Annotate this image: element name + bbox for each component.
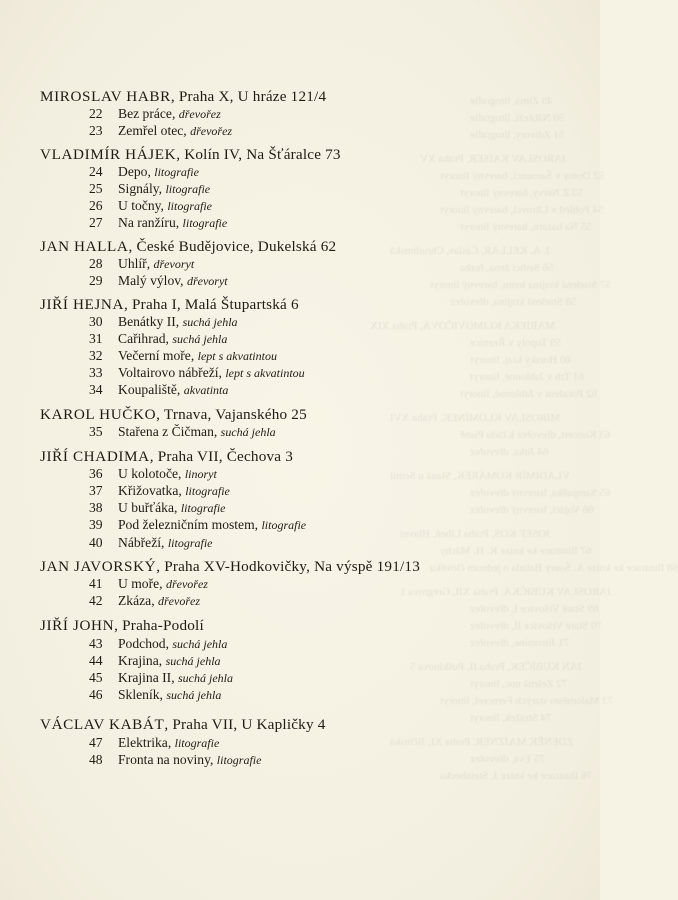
- artist-heading: [40, 88, 326, 105]
- work-title-line: [118, 272, 228, 290]
- work-number: 32: [89, 348, 103, 363]
- work-number: 46: [89, 687, 103, 702]
- work-title-line: [118, 163, 199, 181]
- work-number: 40: [89, 535, 103, 550]
- work-title: Cařihrad,: [118, 331, 173, 346]
- work-title: U buřťáka,: [118, 500, 181, 515]
- artist-name: JAN JAVORSKÝ: [40, 558, 157, 575]
- work-title: Koupaliště,: [118, 382, 184, 397]
- work-title: Krajina II,: [118, 670, 179, 685]
- work-title: Voltairovo nábřeží,: [118, 365, 226, 380]
- work-technique: litografie: [154, 165, 199, 179]
- work-technique: suchá jehla: [178, 671, 234, 685]
- work-number: 24: [89, 164, 103, 179]
- work-number: 34: [89, 382, 103, 397]
- work-title: U kolotoče,: [118, 466, 185, 481]
- work-title: Pod železničním mostem,: [118, 517, 262, 532]
- work-number: 41: [89, 576, 103, 591]
- work-number: 38: [89, 500, 103, 515]
- work-technique: litografie: [167, 536, 213, 550]
- work-number: 22: [89, 106, 103, 121]
- work-technique: dřevořez: [158, 594, 200, 608]
- work-number: 43: [89, 636, 103, 651]
- work-title-line: [118, 255, 194, 273]
- work-title-line: [118, 575, 208, 593]
- artist-name: JIŘÍ HEJNA: [40, 296, 125, 313]
- work-title-line: [118, 499, 225, 517]
- artist-name: KAROL HUČKO: [40, 406, 157, 423]
- work-technique: litografie: [165, 182, 211, 196]
- work-title: Křižovatka,: [118, 483, 186, 498]
- work-number: 35: [89, 424, 103, 439]
- work-title-line: [118, 734, 219, 752]
- work-title: Depo,: [118, 164, 155, 179]
- work-title: Elektrika,: [118, 735, 175, 750]
- work-title-line: [118, 180, 210, 198]
- work-number: 44: [89, 653, 103, 668]
- artist-address: , Praha-Podolí: [114, 617, 204, 634]
- work-technique: suchá jehla: [166, 688, 222, 702]
- work-technique: dřevoryt: [153, 257, 195, 271]
- artist-heading: [40, 406, 307, 423]
- work-title: Nábřeží,: [118, 535, 168, 550]
- work-title-line: [118, 652, 221, 670]
- work-technique: akvatinta: [183, 383, 229, 397]
- work-number: 30: [89, 314, 103, 329]
- artist-heading: [40, 716, 326, 733]
- artist-address: , Praha VII, Čechova 3: [149, 448, 294, 465]
- artist-address: , Praha XV-Hodkovičky, Na výspě 191/13: [156, 558, 421, 575]
- work-title-line: [118, 381, 228, 399]
- work-technique: suchá jehla: [172, 332, 228, 346]
- work-technique: litografie: [180, 501, 226, 515]
- work-title: Na ranžíru,: [118, 215, 183, 230]
- artist-name: JAN HALLA: [40, 238, 129, 255]
- work-number: 28: [89, 256, 103, 271]
- work-technique: suchá jehla: [165, 654, 221, 668]
- work-number: 25: [89, 181, 103, 196]
- work-number: 33: [89, 365, 103, 380]
- work-title-line: [118, 482, 230, 500]
- work-technique: litografie: [185, 484, 230, 498]
- work-title-line: [118, 122, 232, 140]
- artist-name: MIROSLAV HABR: [40, 88, 171, 105]
- artist-address: , Trnava, Vajanského 25: [156, 406, 307, 423]
- work-number: 31: [89, 331, 103, 346]
- work-technique: litografie: [261, 518, 307, 532]
- work-title-line: [118, 197, 212, 215]
- artist-address: , Praha X, U hráze 121/4: [170, 88, 327, 105]
- work-technique: dřevoryt: [186, 274, 228, 288]
- work-number: 26: [89, 198, 103, 213]
- work-title-line: [118, 330, 227, 348]
- work-title: Fronta na noviny,: [118, 752, 217, 767]
- work-title: Uhlíř,: [118, 256, 154, 271]
- work-number: 42: [89, 593, 103, 608]
- work-title-line: [118, 686, 221, 704]
- work-title-line: [118, 465, 217, 483]
- work-title: Krajina,: [118, 653, 166, 668]
- work-title: U moře,: [118, 576, 166, 591]
- work-title: Stařena z Čičman,: [118, 424, 221, 439]
- work-title-line: [118, 214, 227, 232]
- work-title-line: [118, 313, 238, 331]
- work-technique: suchá jehla: [220, 425, 276, 439]
- work-title-line: [118, 105, 221, 123]
- artist-name: JIŘÍ JOHN: [40, 617, 115, 634]
- artist-heading: [40, 238, 336, 255]
- work-title-line: [118, 669, 233, 687]
- work-technique: litografie: [174, 736, 220, 750]
- work-number: 47: [89, 735, 103, 750]
- work-technique: dřevořez: [178, 107, 221, 121]
- work-number: 29: [89, 273, 103, 288]
- work-number: 48: [89, 752, 103, 767]
- work-title-line: [118, 751, 261, 769]
- work-technique: litografie: [182, 216, 228, 230]
- work-title-line: [118, 592, 200, 610]
- work-technique: litografie: [167, 199, 213, 213]
- work-title: Zkáza,: [118, 593, 158, 608]
- work-title: Benátky II,: [118, 314, 183, 329]
- work-technique: dřevořez: [190, 124, 233, 138]
- work-technique: litografie: [216, 753, 262, 767]
- work-title: Bez práce,: [118, 106, 179, 121]
- artist-address: , České Budějovice, Dukelská 62: [128, 238, 337, 255]
- work-technique: lept s akvatintou: [225, 366, 305, 380]
- work-title: U točny,: [118, 198, 168, 213]
- work-title-line: [118, 516, 306, 534]
- artist-heading: [40, 617, 204, 634]
- work-number: 23: [89, 123, 103, 138]
- artist-heading: [40, 146, 341, 163]
- bleed-through-text: 49 Zima, litografie 50 Nábřeží, litografie 51 Zdivory, litografie JAROSLAV KAISER, Praha XV 52 Domy v Šarounci, barevný linoryt 53 Z Nervy, barevný linoryt 54 Pohled v Litrovci, barevný linoryt 55 Na bazaru, barevný linoryt J. A. KELLAR, Čáslav, Chrudimská 56 Sedící žena, řezba 57 Studená krajina lomu, barevný linoryt 58 Studená krajina, dřevořez MARIEKA KLIMOVIČOVÁ, Praha XIX 59 Topoly v Řezníce 60 Horský kraj, linoryt 61 Trh v Jablonné, linoryt 62 Poražení v Jablonné, linoryt MIROSLAV KLOMÍNEK, Praha XVI 63 Koncert, dřevořez k řádu Písně 64 Jitka, dřevořez VLADIMÍR KOMÁREK, Slaná u Semil 65 Sampaška, barevný dřevořez 66 Vojáci, barevný dřevořez JOSEF KOS, Praha Libeň, Hlavní 67 Ilustrace ke knize K. H. Máchy 68 Ilustrace ke knize A. Šoury Balada o jednom člověku JAROSLAV KUBIČKA, Praha XII, Grégrova 1 69 Staré Vršovice I, dřevořez 70 Staré Vršovice II, dřevořez 71 Jitromine, dřevořez JAN KUBÍČEK, Praha II, Puškinova 5 72 Zelená noc, linoryt 73 Maloměsto starých Fernceel, linoryt 74 Strážek, linoryt ZDENĚK MAJZNER, Praha XI, Jičínská 75 Eva, dřevořez 76 Ilustrace ke knize J. Steinbecka: [370, 95, 678, 782]
- work-title-line: [118, 635, 227, 653]
- work-title-line: [118, 423, 276, 441]
- work-number: 45: [89, 670, 103, 685]
- work-technique: suchá jehla: [182, 315, 238, 329]
- work-title-line: [118, 534, 213, 552]
- work-technique: suchá jehla: [172, 637, 228, 651]
- artist-address: , Kolín IV, Na Šťáralce 73: [176, 146, 341, 163]
- work-title-line: [118, 347, 277, 365]
- work-technique: dřevořez: [165, 577, 208, 591]
- artist-heading: [40, 296, 299, 313]
- work-title: Skleník,: [118, 687, 167, 702]
- work-number: 39: [89, 517, 103, 532]
- work-number: 37: [89, 483, 103, 498]
- work-title: Malý výlov,: [118, 273, 187, 288]
- artist-name: VÁCLAV KABÁT: [40, 716, 165, 733]
- work-title: Podchod,: [118, 636, 173, 651]
- artist-heading: [40, 448, 293, 465]
- work-technique: linoryt: [184, 467, 217, 481]
- artist-name: VLADIMÍR HÁJEK: [40, 146, 177, 163]
- work-title: Signály,: [118, 181, 166, 196]
- artist-name: JIŘÍ CHADIMA: [40, 448, 150, 465]
- artist-address: , Praha I, Malá Štupartská 6: [124, 296, 299, 313]
- work-number: 36: [89, 466, 103, 481]
- work-title-line: [118, 364, 305, 382]
- work-title: Večerní moře,: [118, 348, 198, 363]
- work-technique: lept s akvatintou: [197, 349, 277, 363]
- artist-address: , Praha VII, U Kapličky 4: [164, 716, 326, 733]
- artist-heading: [40, 558, 420, 575]
- work-number: 27: [89, 215, 103, 230]
- work-title: Zemřel otec,: [118, 123, 191, 138]
